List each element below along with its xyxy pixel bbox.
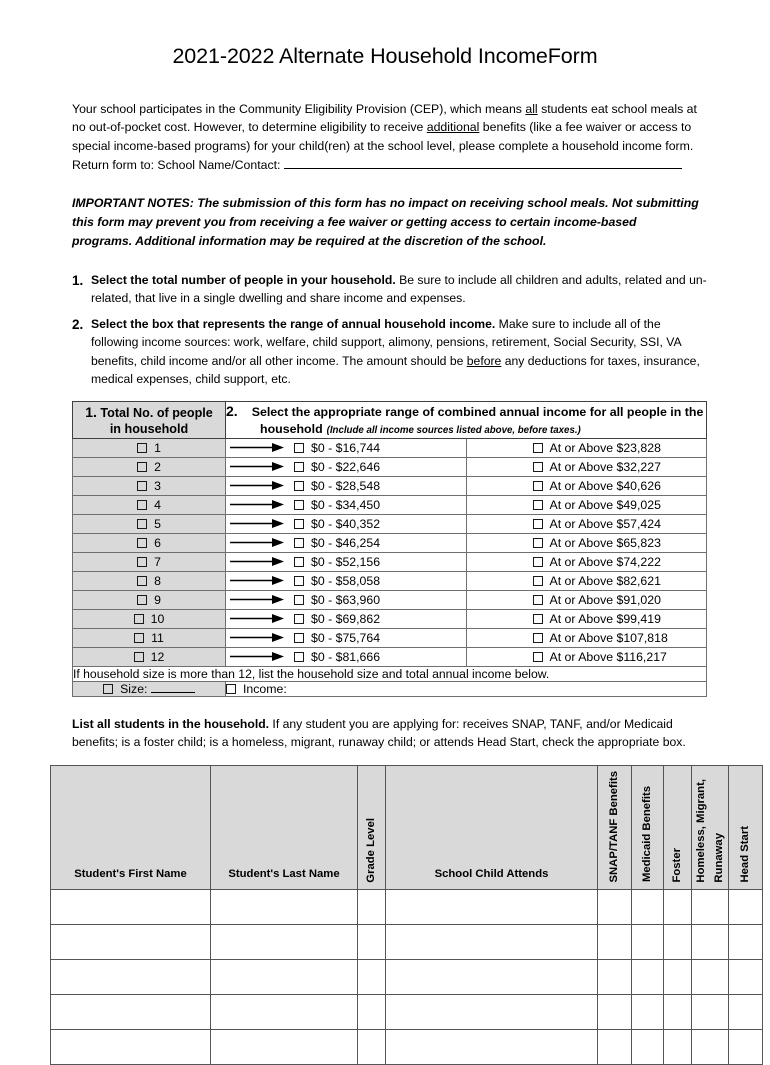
checkbox-icon[interactable]: [134, 633, 144, 643]
cell-first-name[interactable]: [51, 959, 211, 994]
income-range-cell[interactable]: [226, 457, 467, 476]
income-range-cell[interactable]: [226, 628, 467, 647]
col-header-last-name: Student's Last Name: [211, 765, 358, 889]
cell-snap-tanf[interactable]: [598, 959, 632, 994]
income-range-cell[interactable]: [226, 590, 467, 609]
cell-school[interactable]: [386, 924, 598, 959]
income-above-cell[interactable]: [466, 571, 707, 590]
household-size-value: 10: [150, 611, 165, 626]
income-row: [73, 514, 707, 533]
income-above-value: At or Above $32,227: [549, 459, 661, 474]
cell-head-start[interactable]: [729, 924, 763, 959]
header-right-line2-wrap: [226, 421, 706, 438]
arrow-right-icon: [230, 441, 288, 454]
cell-snap-tanf[interactable]: [598, 924, 632, 959]
arrow-right-icon: [230, 612, 288, 625]
income-range-value: $0 - $75,764: [311, 630, 381, 645]
income-entry-cell[interactable]: [226, 681, 707, 696]
instructions-list: [72, 271, 708, 389]
income-row: [73, 457, 707, 476]
income-table-body: [73, 402, 707, 697]
instruction-2-underline-before: before: [466, 353, 502, 368]
household-size-cell[interactable]: [73, 628, 226, 647]
header-right-note: (Include all income sources listed above, before taxes.): [326, 425, 581, 437]
household-size-value: 4: [154, 497, 161, 512]
income-range-value: $0 - $16,744: [311, 440, 381, 455]
checkbox-icon[interactable]: [294, 519, 304, 529]
income-range-value: $0 - $63,960: [311, 592, 381, 607]
income-above-cell[interactable]: [466, 609, 707, 628]
checkbox-icon[interactable]: [294, 538, 304, 548]
income-above-value: At or Above $82,621: [549, 573, 661, 588]
household-size-cell[interactable]: [73, 533, 226, 552]
col-header-grade-level: [358, 765, 386, 889]
cell-last-name[interactable]: [211, 959, 358, 994]
income-above-value: At or Above $65,823: [549, 535, 661, 550]
checkbox-icon[interactable]: [137, 462, 147, 472]
checkbox-icon[interactable]: [294, 576, 304, 586]
checkbox-icon[interactable]: [533, 519, 543, 529]
cell-school[interactable]: [386, 1029, 598, 1064]
income-table-header-row: [73, 402, 707, 439]
arrow-right-icon: [230, 498, 288, 511]
overflow-note: If household size is more than 12, list the household size and total annual income below.: [73, 666, 707, 681]
cell-last-name[interactable]: [211, 889, 358, 924]
col-header-first-name: Student's First Name: [51, 765, 211, 889]
income-size-entry-row: [73, 681, 707, 696]
header-left-number: 1.: [85, 403, 97, 420]
household-size-value: 5: [154, 516, 161, 531]
income-range-cell[interactable]: [226, 476, 467, 495]
income-above-value: At or Above $74,222: [549, 554, 661, 569]
income-range-cell[interactable]: [226, 514, 467, 533]
income-above-cell[interactable]: [466, 628, 707, 647]
cell-medicaid[interactable]: [632, 959, 664, 994]
income-range-value: $0 - $34,450: [311, 497, 381, 512]
household-size-cell[interactable]: [73, 571, 226, 590]
students-paragraph: [72, 715, 708, 752]
cell-head-start[interactable]: [729, 889, 763, 924]
income-range-label: [288, 555, 380, 569]
header-right-line1: Select the appropriate range of combined annual income for all people in the: [251, 405, 704, 420]
checkbox-icon[interactable]: [137, 538, 147, 548]
instruction-1-number: 1.: [72, 272, 84, 288]
income-range-value: $0 - $46,254: [311, 535, 381, 550]
checkbox-icon[interactable]: [137, 443, 147, 453]
checkbox-icon[interactable]: [533, 614, 543, 624]
checkbox-icon[interactable]: [137, 576, 147, 586]
checkbox-icon[interactable]: [533, 576, 543, 586]
header-left-line2: in household: [109, 422, 189, 437]
cell-grade-level[interactable]: [358, 1029, 386, 1064]
cell-first-name[interactable]: [51, 889, 211, 924]
cell-homeless[interactable]: [692, 1029, 729, 1064]
student-roster-table: [50, 765, 763, 1065]
arrow-right-icon: [230, 631, 288, 644]
income-above-value: At or Above $116,217: [549, 649, 667, 664]
income-range-label: [288, 631, 380, 645]
checkbox-icon[interactable]: [533, 462, 543, 472]
household-size-value: 2: [154, 459, 161, 474]
income-range-value: $0 - $69,862: [311, 611, 381, 626]
household-size-cell[interactable]: [73, 438, 226, 457]
intro-underline-all: all: [525, 101, 538, 116]
household-size-cell[interactable]: [73, 609, 226, 628]
household-size-value: 7: [154, 554, 161, 569]
income-above-cell[interactable]: [466, 590, 707, 609]
income-range-cell[interactable]: [226, 495, 467, 514]
cell-grade-level[interactable]: [358, 889, 386, 924]
income-range-value: $0 - $52,156: [311, 554, 381, 569]
household-size-cell[interactable]: [73, 457, 226, 476]
income-overflow-note-row: [73, 666, 707, 681]
checkbox-icon[interactable]: [137, 519, 147, 529]
checkbox-icon[interactable]: [533, 633, 543, 643]
income-above-value: At or Above $23,828: [549, 440, 661, 455]
income-above-value: At or Above $40,626: [549, 478, 661, 493]
income-above-value: At or Above $91,020: [549, 592, 661, 607]
student-table-head: [51, 765, 763, 889]
income-range-label: [288, 498, 380, 512]
instruction-2-body: [91, 315, 708, 388]
cell-foster[interactable]: [664, 889, 692, 924]
checkbox-icon[interactable]: [137, 481, 147, 491]
income-range-value: $0 - $81,666: [311, 649, 381, 664]
cell-grade-level[interactable]: [358, 959, 386, 994]
students-paragraph-rest: If any student you are applying for: receives SNAP, TANF, and/or Medicaid benefits; is a foster child; is a homeless, migrant, runaway child; or attends Head Start, check the appropriate box.: [72, 716, 686, 750]
income-range-value: $0 - $40,352: [311, 516, 381, 531]
col-header-medicaid: [632, 765, 664, 889]
col-header-head-start-text: Head Start: [739, 826, 752, 883]
household-size-cell[interactable]: [73, 495, 226, 514]
col-header-homeless-line1: Homeless, Migrant,: [694, 778, 707, 883]
cell-medicaid[interactable]: [632, 1029, 664, 1064]
household-size-value: 12: [150, 649, 165, 664]
income-row: [73, 533, 707, 552]
checkbox-icon[interactable]: [294, 481, 304, 491]
header-right-line2: household: [260, 422, 323, 437]
checkbox-icon[interactable]: [226, 684, 236, 694]
checkbox-icon[interactable]: [294, 614, 304, 624]
income-range-label: [288, 441, 380, 455]
instruction-item-2: [72, 315, 708, 388]
checkbox-icon[interactable]: [294, 652, 304, 662]
income-row: [73, 609, 707, 628]
checkbox-icon[interactable]: [134, 652, 144, 662]
size-entry-blank[interactable]: [151, 682, 195, 693]
cell-head-start[interactable]: [729, 959, 763, 994]
household-size-value: 11: [151, 630, 164, 645]
size-entry-cell[interactable]: [73, 681, 226, 696]
income-range-label: [288, 479, 380, 493]
income-range-label: [288, 612, 380, 626]
household-size-cell[interactable]: [73, 590, 226, 609]
cell-homeless[interactable]: [692, 924, 729, 959]
header-left-line1: Total No. of people: [100, 405, 213, 420]
income-row: [73, 571, 707, 590]
instruction-2-rest-a: Make sure to include all of the following income sources: work, welfare, child support, alimony, pensions, retirement, Social Security, SSI, VA benefits, child income and/or all other income. The amount should be: [91, 317, 681, 368]
income-row: [73, 628, 707, 647]
intro-text-part3: benefits (like a fee waiver or access to special income-based programs) for your child(ren) at the school level, please complete a household income form.: [72, 120, 694, 154]
household-size-value: 9: [154, 592, 161, 607]
income-range-value: $0 - $28,548: [311, 478, 381, 493]
return-form-label: Return form to: School Name/Contact:: [72, 157, 281, 172]
col-header-foster: [664, 765, 692, 889]
cell-medicaid[interactable]: [632, 889, 664, 924]
arrow-right-icon: [230, 593, 288, 606]
arrow-right-icon: [230, 517, 288, 530]
students-paragraph-lead: List all students in the household.: [72, 716, 270, 731]
income-row: [73, 476, 707, 495]
income-above-value: At or Above $99,419: [549, 611, 661, 626]
checkbox-icon[interactable]: [533, 538, 543, 548]
checkbox-icon[interactable]: [533, 557, 543, 567]
col-header-school: School Child Attends: [386, 765, 598, 889]
intro-paragraph: [72, 100, 708, 156]
cell-foster[interactable]: [664, 959, 692, 994]
arrow-right-icon: [230, 555, 288, 568]
income-range-value: $0 - $58,058: [311, 573, 381, 588]
col-header-homeless-migrant-runaway: [692, 765, 729, 889]
page-title: 2021-2022 Alternate Household IncomeForm: [172, 44, 598, 68]
income-above-cell[interactable]: [466, 533, 707, 552]
income-above-value: At or Above $49,025: [549, 497, 661, 512]
income-above-cell[interactable]: [466, 495, 707, 514]
income-range-label: [288, 536, 380, 550]
table-row: [51, 924, 763, 959]
cell-foster[interactable]: [664, 1029, 692, 1064]
income-range-cell[interactable]: [226, 438, 467, 457]
income-above-cell[interactable]: [466, 476, 707, 495]
income-above-cell[interactable]: [466, 514, 707, 533]
cell-homeless[interactable]: [692, 959, 729, 994]
table-row: [51, 1029, 763, 1064]
household-size-cell[interactable]: [73, 476, 226, 495]
checkbox-icon[interactable]: [533, 481, 543, 491]
instruction-1-body: [91, 271, 708, 308]
col-header-head-start: [729, 765, 763, 889]
intro-text-part2: students eat school meals at no out-of-pocket cost. However, to determine eligibility to receive: [72, 101, 697, 135]
instruction-2-rest-b: any deductions for taxes, insurance, medical expenses, child support, etc.: [91, 353, 700, 387]
cell-snap-tanf[interactable]: [598, 1029, 632, 1064]
instruction-2-lead: Select the box that represents the range of annual household income.: [91, 317, 496, 332]
income-row: [73, 552, 707, 571]
col-header-snap-tanf: [598, 765, 632, 889]
cell-snap-tanf[interactable]: [598, 889, 632, 924]
col-header-grade-level-text: Grade Level: [365, 817, 378, 883]
col-header-medicaid-text: Medicaid Benefits: [641, 786, 654, 883]
cell-medicaid[interactable]: [632, 924, 664, 959]
income-range-table: [72, 401, 707, 697]
checkbox-icon[interactable]: [294, 595, 304, 605]
cell-first-name[interactable]: [51, 1029, 211, 1064]
income-row: [73, 647, 707, 666]
checkbox-icon[interactable]: [294, 633, 304, 643]
table-row: [51, 959, 763, 994]
checkbox-icon[interactable]: [533, 652, 543, 662]
arrow-right-icon: [230, 479, 288, 492]
cell-homeless[interactable]: [692, 889, 729, 924]
income-range-cell[interactable]: [226, 647, 467, 666]
household-size-cell[interactable]: [73, 514, 226, 533]
return-form-line: [72, 156, 708, 175]
student-table-header-row: [51, 765, 763, 889]
checkbox-icon[interactable]: [533, 443, 543, 453]
household-size-cell[interactable]: [73, 552, 226, 571]
student-table-body: [51, 889, 763, 1064]
arrow-right-icon: [230, 536, 288, 549]
header-income-range: [226, 402, 707, 439]
col-header-foster-text: Foster: [671, 848, 684, 883]
header-household-size: [73, 402, 226, 439]
income-above-cell[interactable]: [466, 438, 707, 457]
checkbox-icon[interactable]: [137, 595, 147, 605]
checkbox-icon[interactable]: [137, 500, 147, 510]
checkbox-icon[interactable]: [294, 462, 304, 472]
income-above-cell[interactable]: [466, 457, 707, 476]
checkbox-icon[interactable]: [533, 500, 543, 510]
income-above-cell[interactable]: [466, 647, 707, 666]
col-header-homeless-line2: Runaway: [712, 832, 725, 883]
instruction-1-lead: Select the total number of people in your household.: [91, 272, 396, 287]
checkbox-icon[interactable]: [294, 557, 304, 567]
checkbox-icon[interactable]: [533, 595, 543, 605]
income-range-label: [288, 460, 380, 474]
household-size-value: 3: [154, 478, 161, 493]
arrow-right-icon: [230, 460, 288, 473]
cell-last-name[interactable]: [211, 924, 358, 959]
instruction-2-number: 2.: [72, 317, 84, 333]
income-above-cell[interactable]: [466, 552, 707, 571]
income-row: [73, 438, 707, 457]
income-range-label: [288, 517, 380, 531]
household-size-value: 6: [154, 535, 161, 550]
income-range-cell[interactable]: [226, 609, 467, 628]
header-right-number: 2.: [226, 403, 238, 420]
instruction-1-rest: Be sure to include all children and adults, related and un-related, that live in a single dwelling and share income and expenses.: [91, 272, 707, 305]
income-range-value: $0 - $22,646: [311, 459, 381, 474]
checkbox-icon[interactable]: [294, 500, 304, 510]
instruction-item-1: [72, 271, 708, 308]
arrow-right-icon: [230, 574, 288, 587]
intro-text-part1: Your school participates in the Community Eligibility Provision (CEP), which means: [72, 101, 526, 116]
income-range-label: [288, 650, 380, 664]
col-header-snap-tanf-text: SNAP/TANF Benefits: [608, 771, 621, 883]
checkbox-icon[interactable]: [134, 614, 144, 624]
arrow-right-icon: [230, 650, 288, 663]
income-range-label: [288, 574, 380, 588]
cell-head-start[interactable]: [729, 1029, 763, 1064]
income-row: [73, 495, 707, 514]
cell-foster[interactable]: [664, 924, 692, 959]
income-entry-label: Income:: [243, 681, 287, 696]
important-notes: IMPORTANT NOTES: The submission of this form has no impact on receiving school meals. Not submitting this form may prevent you from receiving a fee waiver or getting access to certain income-based programs. Additional information may be required at the discretion of the school.: [72, 196, 699, 249]
table-row: [51, 889, 763, 924]
cell-school[interactable]: [386, 889, 598, 924]
income-above-value: At or Above $57,424: [549, 516, 661, 531]
income-range-cell[interactable]: [226, 552, 467, 571]
income-range-cell[interactable]: [226, 571, 467, 590]
household-size-value: 8: [154, 573, 161, 588]
checkbox-icon[interactable]: [294, 443, 304, 453]
size-entry-label: Size:: [120, 681, 148, 696]
income-range-label: [288, 593, 380, 607]
intro-underline-additional: additional: [426, 120, 480, 135]
household-size-value: 1: [154, 440, 161, 455]
cell-last-name[interactable]: [211, 1029, 358, 1064]
cell-school[interactable]: [386, 959, 598, 994]
cell-first-name[interactable]: [51, 924, 211, 959]
cell-grade-level[interactable]: [358, 924, 386, 959]
income-range-cell[interactable]: [226, 533, 467, 552]
household-size-cell[interactable]: [73, 647, 226, 666]
school-name-contact-blank[interactable]: [284, 157, 682, 169]
checkbox-icon[interactable]: [103, 684, 113, 694]
income-row: [73, 590, 707, 609]
checkbox-icon[interactable]: [137, 557, 147, 567]
income-above-value: At or Above $107,818: [549, 630, 668, 645]
